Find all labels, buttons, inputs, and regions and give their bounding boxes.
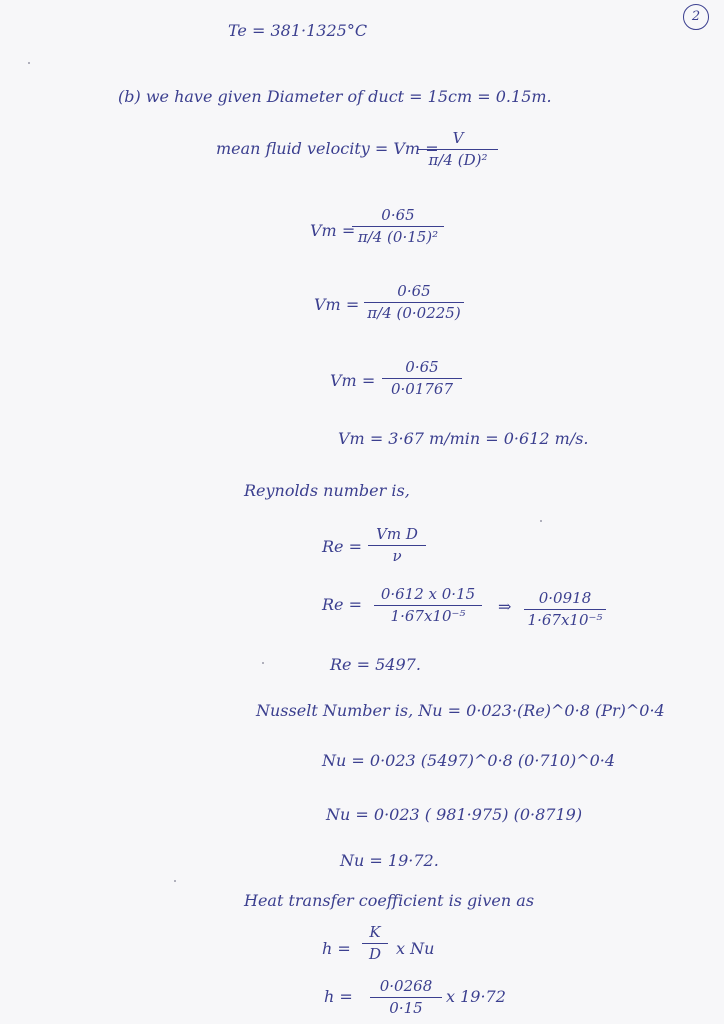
nu-step2: Nu = 0·023 ( 981·975) (0·8719) xyxy=(326,805,583,824)
re2-fraction xyxy=(374,586,482,625)
fraction-bar xyxy=(352,226,444,227)
re1-fraction xyxy=(368,526,426,565)
scan-speck xyxy=(540,520,542,522)
vm1-denominator: π/4 (0·15)² xyxy=(357,228,439,246)
vm2-fraction xyxy=(364,283,464,322)
fraction-bar xyxy=(370,997,442,998)
h2-rhs: x 19·72 xyxy=(446,987,506,1006)
htc-label: Heat transfer coefficient is given as xyxy=(244,891,535,910)
nu-step1: Nu = 0·023 (5497)^0·8 (0·710)^0·4 xyxy=(322,751,616,770)
mean-fluid-velocity-label: mean fluid velocity = Vm = xyxy=(216,139,439,158)
h1-lhs: h = xyxy=(322,939,351,958)
vm2-denominator: π/4 (0·0225) xyxy=(367,304,461,322)
fraction-bar xyxy=(374,605,482,606)
nusselt-label: Nusselt Number is, Nu = 0·023·(Re)^0·8 (Pr)^0·4 xyxy=(256,701,665,720)
h1-rhs: x Nu xyxy=(396,939,435,958)
vm1-numerator: 0·65 xyxy=(381,206,415,224)
vm1-fraction xyxy=(352,207,444,246)
h1-numerator: K xyxy=(369,923,381,941)
reynolds-label: Reynolds number is, xyxy=(244,481,410,500)
vm2-numerator: 0·65 xyxy=(397,282,431,300)
fraction-bar xyxy=(382,378,462,379)
fraction-bar xyxy=(524,609,606,610)
h2-denominator: 0·15 xyxy=(389,999,423,1017)
re1-denominator: ν xyxy=(392,547,402,565)
h2-fraction xyxy=(370,978,442,1017)
vm2-lhs: Vm = xyxy=(314,295,360,314)
re1-lhs: Re = xyxy=(322,537,363,556)
implies-arrow: ⇒ xyxy=(498,597,512,616)
fraction-bar xyxy=(362,943,388,944)
part-b-given: (b) we have given Diameter of duct = 15cm = 0.15m. xyxy=(118,87,552,106)
vm3-denominator: 0·01767 xyxy=(390,380,454,398)
vm-formula-numerator: V xyxy=(452,129,464,147)
h1-denominator: D xyxy=(368,945,382,963)
re2b-fraction xyxy=(524,590,606,629)
nu-result: Nu = 19·72. xyxy=(340,851,439,870)
page-number: 2 xyxy=(683,4,709,30)
vm-formula-denominator: π/4 (D)² xyxy=(428,151,488,169)
vm-formula-fraction xyxy=(418,130,498,169)
re2-denominator: 1·67x10⁻⁵ xyxy=(390,607,466,625)
h1-fraction xyxy=(362,924,388,963)
vm3-fraction xyxy=(382,359,462,398)
fraction-bar xyxy=(368,545,426,546)
vm3-lhs: Vm = xyxy=(330,371,376,390)
fraction-bar xyxy=(364,302,464,303)
scan-speck xyxy=(174,880,176,882)
re2-numerator: 0·612 x 0·15 xyxy=(380,585,476,603)
scan-speck xyxy=(28,62,30,64)
te-line: Te = 381·1325°C xyxy=(228,21,368,40)
vm-result: Vm = 3·67 m/min = 0·612 m/s. xyxy=(338,429,589,448)
re2b-denominator: 1·67x10⁻⁵ xyxy=(527,611,603,629)
fraction-bar xyxy=(418,149,498,150)
scan-speck xyxy=(262,662,264,664)
h2-lhs: h = xyxy=(324,987,353,1006)
re1-numerator: Vm D xyxy=(376,525,418,543)
vm1-lhs: Vm = xyxy=(310,221,356,240)
re-result: Re = 5497. xyxy=(330,655,421,674)
re2b-numerator: 0·0918 xyxy=(538,589,592,607)
re2-lhs: Re = xyxy=(322,595,363,614)
h2-numerator: 0·0268 xyxy=(379,977,433,995)
vm3-numerator: 0·65 xyxy=(405,358,439,376)
